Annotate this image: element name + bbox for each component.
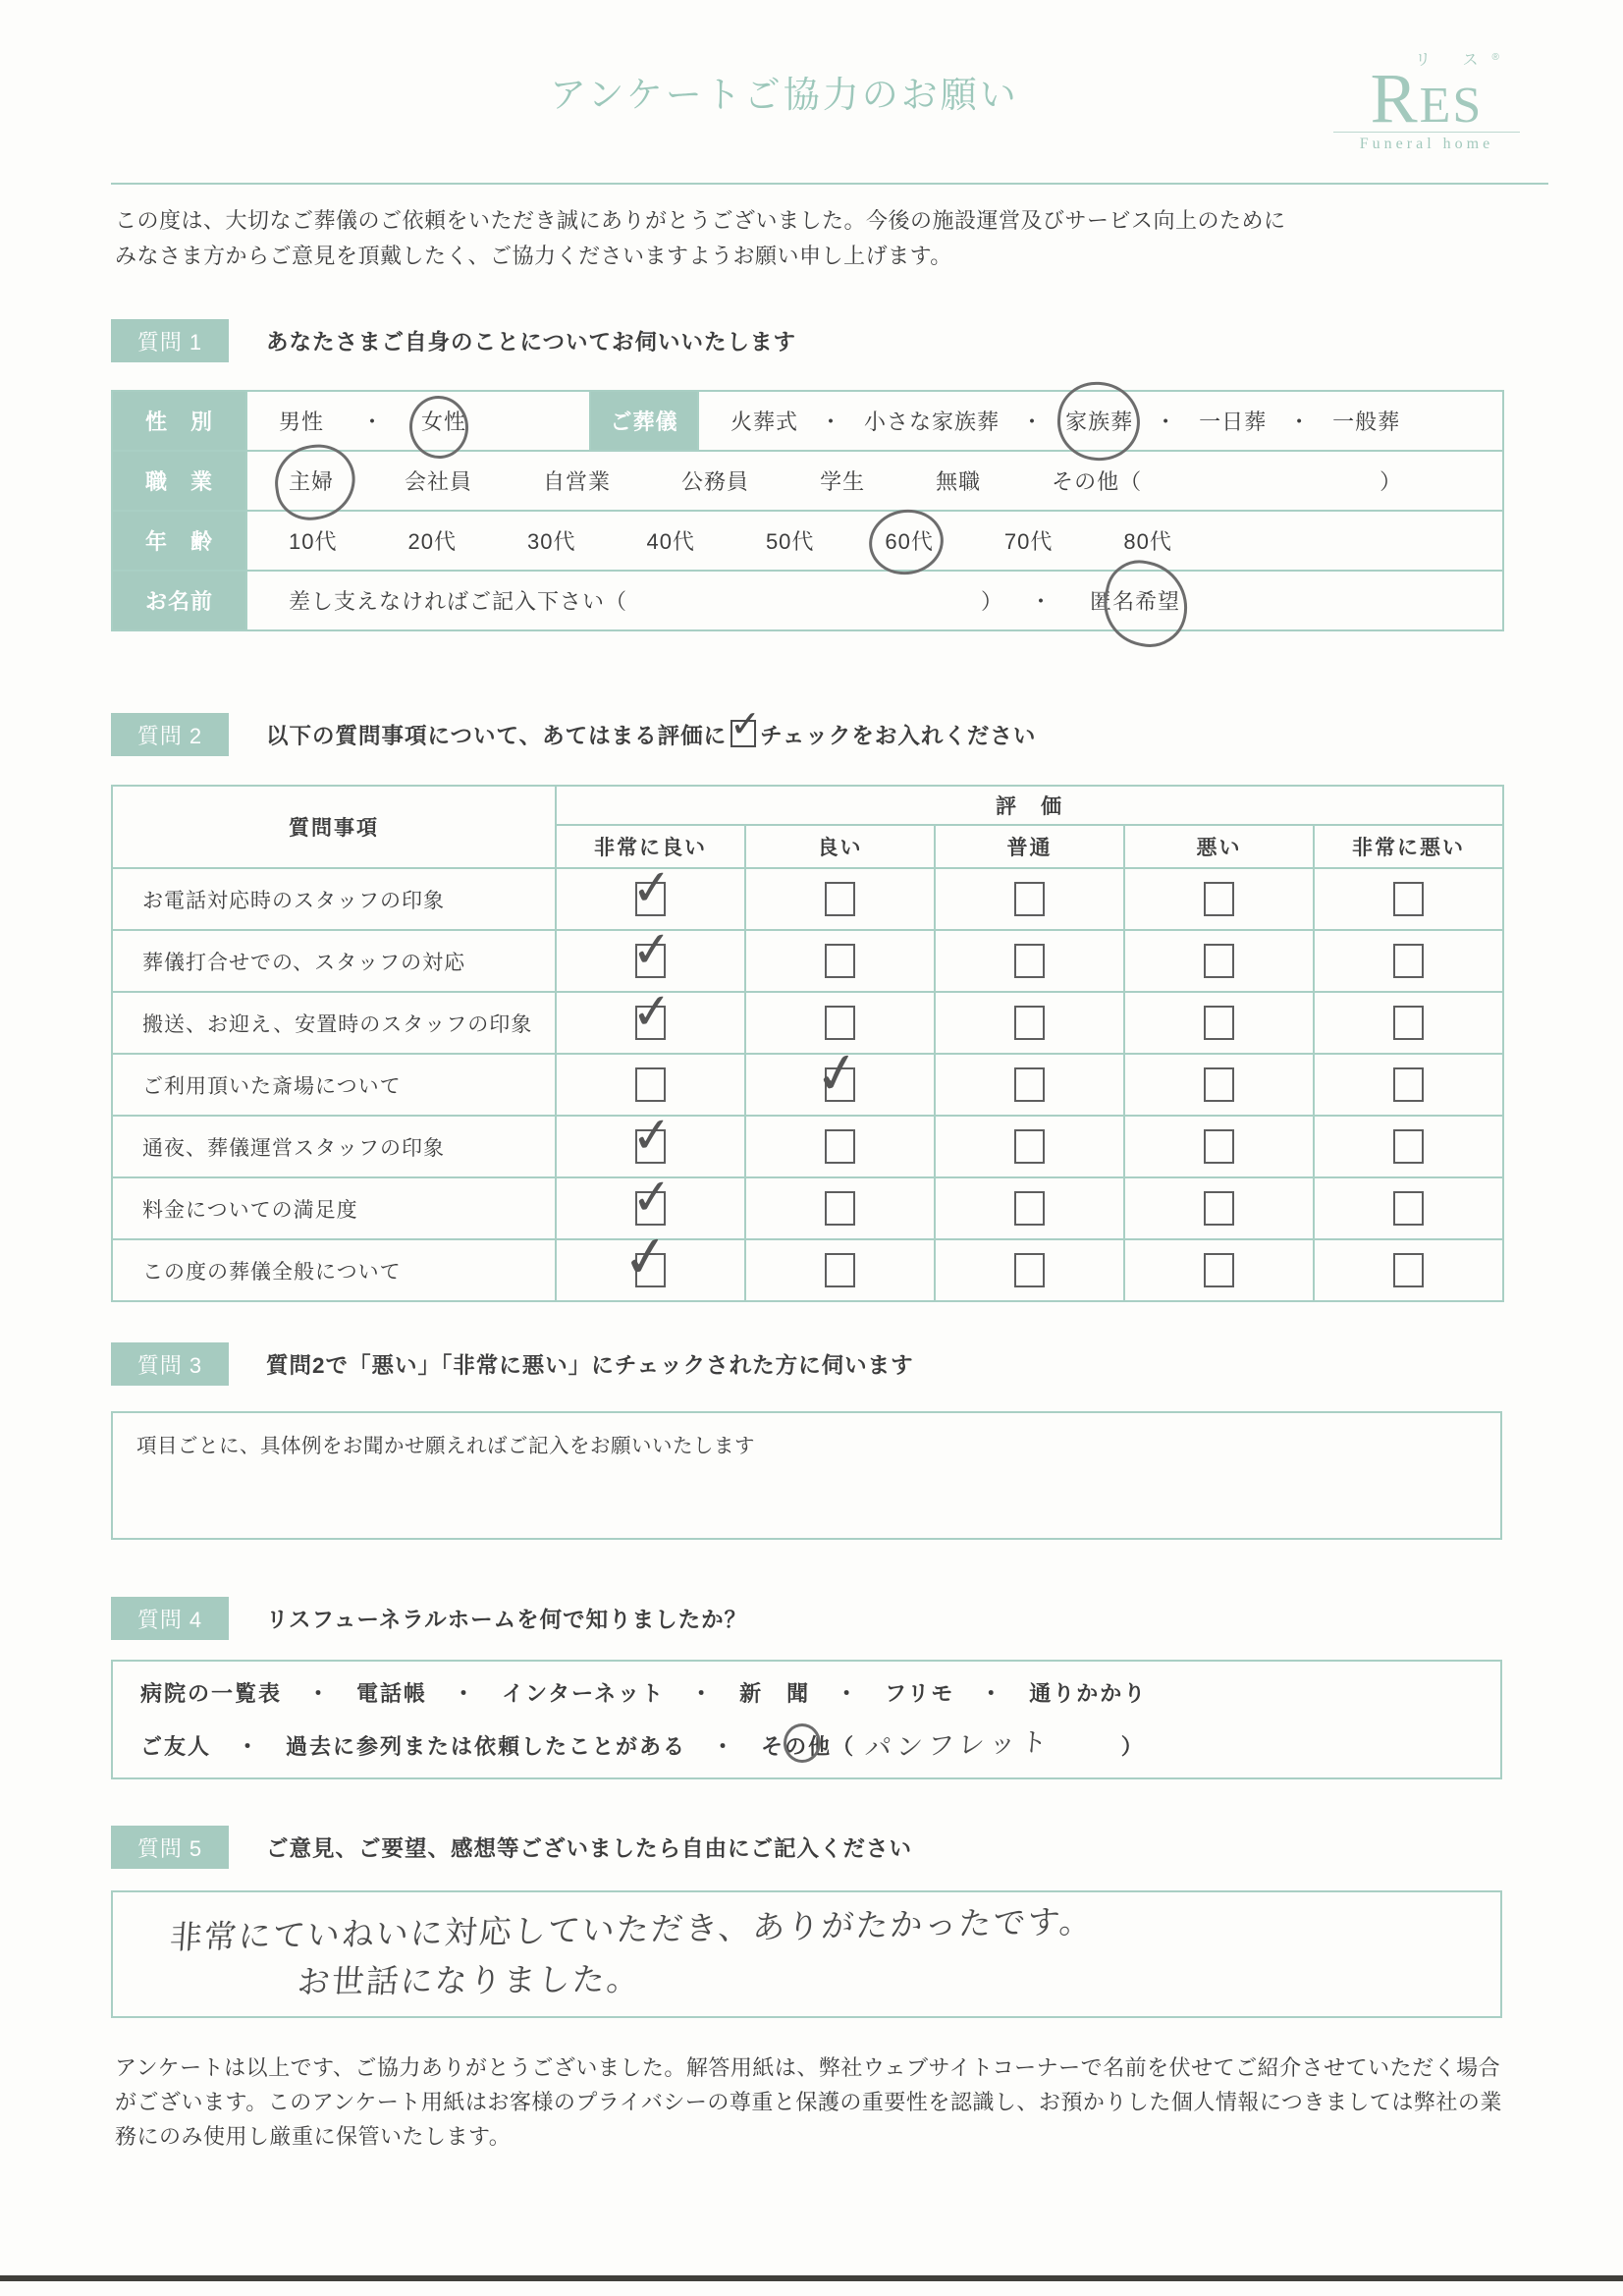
handwritten-check: ✓ — [629, 858, 675, 917]
option-chiisana-kazokusou: 小さな家族葬 — [864, 410, 1001, 434]
intro-line-1: この度は、大切なご葬儀のご依頼をいただき誠にありがとうございました。今後の施設運営及びサービス向上のために — [115, 208, 1286, 233]
rating-row-phone — [112, 868, 1503, 930]
funeral-label: ご葬儀 — [590, 391, 698, 451]
q2-rating-table — [111, 785, 1504, 1302]
closing-note — [115, 2050, 1502, 2154]
q3-box-prompt: 項目ごとに、具体例をお聞かせ願えればご記入をお願いいたします — [136, 1435, 755, 1457]
option-male: 男性 — [279, 410, 325, 434]
age-options — [246, 511, 1503, 571]
age-row — [112, 511, 1503, 571]
name-field — [246, 571, 1503, 630]
option-female: 女性 — [421, 406, 466, 436]
rating-checkbox — [1204, 944, 1234, 978]
gender-options — [246, 391, 590, 451]
row-label: ご利用頂いた斎場について — [112, 1054, 556, 1116]
q4-source-box — [111, 1660, 1502, 1779]
option-separator: ・ — [690, 1681, 715, 1706]
rating-checkbox — [629, 920, 675, 979]
closing-note-line-1: アンケートは以上です、ご協力ありがとうございました。解答用紙は、弊社ウェブサイトコーナーで名前を伏せてご紹介させていただく場合 — [115, 2055, 1501, 2080]
option-separator: ・ — [1288, 410, 1312, 434]
rating-row-transport — [112, 992, 1503, 1054]
rating-checkbox — [1393, 1129, 1424, 1164]
name-label: お名前 — [112, 571, 246, 630]
age-label: 年 齢 — [112, 511, 246, 571]
rating-checkbox — [1204, 882, 1234, 916]
closing-note-line-2: がございます。このアンケート用紙はお客様のプライバシーの尊重と保護の重要性を認識し、お預かりした個人情報につきましては弊社の業 — [115, 2090, 1502, 2114]
occupation-other-open: その他（ — [1052, 469, 1143, 494]
col-very-good: 非常に良い — [556, 825, 745, 868]
option-passing-by: 通りかかり — [1029, 1681, 1148, 1706]
res-logo — [1333, 47, 1520, 153]
rating-checkbox — [1393, 1006, 1424, 1040]
q3-badge: 質問 3 — [111, 1342, 229, 1386]
intro-text — [115, 203, 1286, 274]
rating-checkbox — [1014, 882, 1045, 916]
q1-header — [111, 319, 796, 362]
option-separator: ・ — [237, 1734, 261, 1759]
registered-mark-icon: ® — [1491, 52, 1499, 63]
logo-brand-text: RES — [1370, 59, 1484, 137]
occupation-label: 職 業 — [112, 451, 246, 511]
option-phonebook: 電話帳 — [356, 1681, 428, 1706]
closing-note-line-3: 務にのみ使用し厳重に保管いたします。 — [115, 2124, 512, 2149]
option-kasoushiki: 火葬式 — [730, 410, 799, 434]
row-label: 通夜、葬儀運営スタッフの印象 — [112, 1116, 556, 1177]
option-age-20s: 20代 — [407, 529, 457, 554]
option-student: 学生 — [820, 469, 866, 494]
row-label: 葬儀打合せでの、スタッフの対応 — [112, 930, 556, 992]
handwritten-check: ✓ — [629, 982, 675, 1041]
option-age-80s: 80代 — [1123, 529, 1172, 554]
col-very-bad: 非常に悪い — [1314, 825, 1503, 868]
sample-checkbox-icon — [730, 704, 762, 747]
q5-badge: 質問 5 — [111, 1826, 229, 1869]
option-self-employed: 自営業 — [543, 469, 612, 494]
rating-row-overall — [112, 1239, 1503, 1301]
rating-checkbox — [629, 1168, 675, 1227]
col-bad: 悪い — [1124, 825, 1314, 868]
handwritten-other-answer: パンフレット — [863, 1726, 1054, 1764]
option-unemployed: 無職 — [936, 469, 982, 494]
rating-group-header: 評 価 — [556, 786, 1503, 825]
q5-free-comment-box — [111, 1890, 1502, 2018]
row-label: 搬送、お迎え、安置時のスタッフの印象 — [112, 992, 556, 1054]
option-civil-servant: 公務員 — [681, 469, 750, 494]
rating-checkbox — [1393, 1253, 1424, 1287]
rating-checkbox — [1393, 944, 1424, 978]
rating-checkbox — [629, 858, 675, 917]
logo-reading: リ ス® — [1415, 52, 1499, 69]
name-prompt: 差し支えなければご記入下さい（ — [289, 589, 628, 614]
scan-edge-artifact — [0, 2275, 1623, 2281]
option-separator: ・ — [1155, 410, 1178, 434]
row-label: この度の葬儀全般について — [112, 1239, 556, 1301]
q4-options-row-1 — [140, 1677, 1500, 1708]
rating-row-wake — [112, 1116, 1503, 1177]
rating-checkbox — [825, 944, 855, 978]
rating-checkbox — [1014, 944, 1045, 978]
rating-checkbox — [1204, 1253, 1234, 1287]
q4-heading: リスフューネラルホームを何で知りましたか？ — [266, 1608, 748, 1632]
logo-subtitle: Funeral home — [1333, 132, 1520, 153]
name-close-paren: ） — [981, 589, 994, 614]
option-company-employee: 会社員 — [405, 469, 473, 494]
rating-checkbox — [629, 1106, 675, 1165]
rating-checkbox — [635, 1067, 666, 1102]
page-title: アンケートご協力のお願い — [550, 75, 1019, 115]
option-age-60s: 60代 — [885, 525, 933, 556]
occupation-options — [246, 451, 1503, 511]
funeral-options — [698, 391, 1503, 451]
rating-checkbox — [825, 1129, 855, 1164]
rating-checkbox — [629, 982, 675, 1041]
handwritten-check: ✓ — [809, 1039, 866, 1108]
row-label: 料金についての満足度 — [112, 1177, 556, 1239]
rating-checkbox — [825, 1006, 855, 1040]
occupation-row — [112, 451, 1503, 511]
handwritten-check: ✓ — [629, 1106, 675, 1165]
option-age-30s: 30代 — [526, 529, 576, 554]
q1-badge: 質問 1 — [111, 319, 229, 362]
q5-header — [111, 1826, 912, 1869]
item-column-header: 質問事項 — [112, 786, 556, 868]
rating-checkbox — [1014, 1253, 1045, 1287]
option-housewife: 主婦 — [289, 465, 334, 496]
rating-row-price — [112, 1177, 1503, 1239]
rating-header-row — [112, 786, 1503, 825]
other-close-paren: ） — [1120, 1734, 1145, 1759]
intro-line-2: みなさま方からご意見を頂戴したく、ご協力くださいますようお願い申し上げます。 — [115, 244, 952, 268]
rating-checkbox — [1393, 1067, 1424, 1102]
option-separator: ・ — [1030, 589, 1054, 614]
option-separator: ・ — [453, 1681, 477, 1706]
rating-checkbox — [1204, 1067, 1234, 1102]
option-furimo: フリモ — [885, 1681, 955, 1706]
q4-options-row-2 — [140, 1723, 1500, 1762]
handwritten-comment-line-2: お世話になりました。 — [296, 1960, 643, 2000]
rating-checkbox — [1014, 1006, 1045, 1040]
option-separator: ・ — [980, 1681, 1004, 1706]
rating-checkbox — [1204, 1129, 1234, 1164]
q2-heading: 以下の質問事項について、あてはまる評価に ✓ チェックをお入れください — [266, 704, 1037, 748]
option-separator: ・ — [820, 410, 843, 434]
option-separator: ・ — [307, 1681, 332, 1706]
option-past-attendance: 過去に参列または依頼したことがある — [286, 1734, 687, 1759]
q4-header — [111, 1597, 747, 1640]
q2-badge: 質問 2 — [111, 713, 229, 756]
sample-check-icon: ✓ — [730, 704, 762, 745]
option-age-50s: 50代 — [765, 529, 815, 554]
option-separator: ・ — [836, 1681, 860, 1706]
option-hospital-list: 病院の一覧表 — [140, 1681, 283, 1706]
name-row — [112, 571, 1503, 630]
rating-checkbox — [825, 1253, 855, 1287]
rating-checkbox — [1393, 882, 1424, 916]
q5-heading: ご意見、ご要望、感想等ございましたら自由にご記入ください — [266, 1836, 913, 1861]
q2-header — [111, 704, 1037, 756]
col-good: 良い — [745, 825, 935, 868]
option-other: その他（ — [761, 1730, 855, 1761]
rating-checkbox — [825, 882, 855, 916]
q4-badge: 質問 4 — [111, 1597, 229, 1640]
rating-row-meeting — [112, 930, 1503, 992]
rating-checkbox — [1014, 1191, 1045, 1226]
option-newspaper: 新 聞 — [739, 1681, 811, 1706]
row-label: お電話対応時のスタッフの印象 — [112, 868, 556, 930]
option-age-70s: 70代 — [1003, 529, 1054, 554]
q3-heading: 質問2で「悪い」「非常に悪い」にチェックされた方に伺います — [266, 1353, 914, 1378]
rating-checkbox — [809, 1039, 866, 1108]
option-age-40s: 40代 — [646, 529, 695, 554]
rating-checkbox — [1204, 1191, 1234, 1226]
occupation-other-close: ） — [1380, 469, 1403, 494]
option-kazokusou: 家族葬 — [1065, 406, 1133, 436]
option-friend: ご友人 — [140, 1734, 212, 1759]
option-ichinichisou: 一日葬 — [1199, 410, 1268, 434]
rating-row-hall — [112, 1054, 1503, 1116]
rating-checkbox — [1014, 1129, 1045, 1164]
option-separator: ・ — [361, 410, 385, 434]
option-separator: ・ — [1021, 410, 1045, 434]
q1-heading: あなたさまご自身のことについてお伺いいたします — [266, 330, 797, 355]
q1-profile-table — [111, 390, 1504, 631]
q3-comment-box — [111, 1411, 1502, 1540]
option-age-10s: 10代 — [289, 529, 338, 554]
rating-checkbox — [825, 1191, 855, 1226]
header-divider — [111, 183, 1548, 185]
option-ippansou: 一般葬 — [1332, 410, 1401, 434]
q3-header — [111, 1342, 914, 1386]
rating-checkbox — [1393, 1191, 1424, 1226]
rating-checkbox — [1204, 1006, 1234, 1040]
rating-checkbox — [1014, 1067, 1045, 1102]
handwritten-check: ✓ — [629, 920, 675, 979]
handwritten-check: ✓ — [619, 1223, 674, 1291]
handwritten-comment-line-1: 非常にていねいに対応していただき、ありがたかったです。 — [168, 1902, 1096, 1956]
col-average: 普通 — [935, 825, 1124, 868]
option-internet: インターネット — [502, 1681, 666, 1706]
gender-funeral-row — [112, 391, 1503, 451]
gender-label: 性 別 — [112, 391, 246, 451]
rating-checkbox — [619, 1223, 674, 1291]
handwritten-check: ✓ — [629, 1168, 675, 1227]
option-separator: ・ — [712, 1734, 736, 1759]
option-anonymous: 匿名希望 — [1090, 585, 1180, 616]
